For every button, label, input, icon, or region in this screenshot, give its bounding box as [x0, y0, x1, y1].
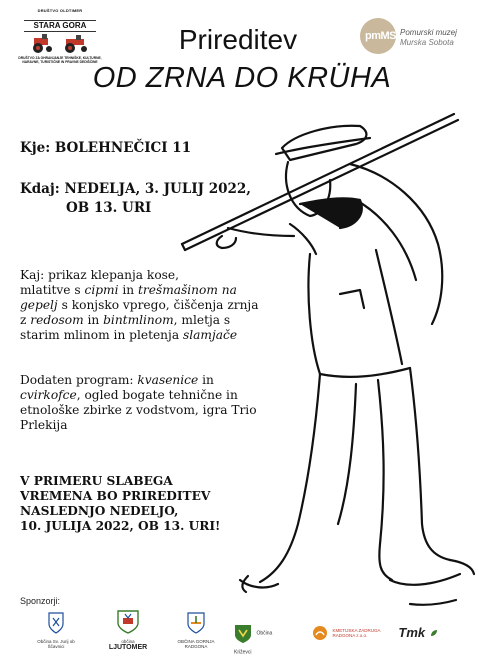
- event-name: OD ZRNA DO KRÜHA: [92, 62, 392, 94]
- event-time: OB 13. URI: [66, 200, 152, 216]
- sponsor-sv-jurij: [34, 612, 78, 649]
- extra-term: kvasenice: [137, 373, 199, 387]
- extra-program: [20, 373, 260, 433]
- museum-mark: pmMS: [365, 30, 396, 42]
- program-text: in: [118, 283, 138, 297]
- extra-text: Dodaten program:: [20, 373, 138, 387]
- tractor-icon: [24, 32, 96, 54]
- weather-notice: [20, 474, 260, 534]
- program-term: bintmlinom: [103, 313, 174, 327]
- sponsor-ljutomer: [106, 610, 150, 651]
- sponsor-kz-radgona: [312, 624, 382, 642]
- sponsor-gornja-radgona: [176, 612, 216, 649]
- extra-term: cvirkofce: [20, 388, 77, 402]
- coat-of-arms-icon: [234, 624, 252, 644]
- program-text: mlatitve s: [20, 283, 85, 297]
- program-description: [20, 268, 260, 343]
- weather-notice-line: VREMENA BO PRIREDITEV: [20, 489, 211, 503]
- weather-notice-line: NASLEDNJO NEDELJO,: [20, 504, 179, 518]
- sponsor-name: Tmk: [398, 625, 426, 640]
- event-location: Kje: BOLEHNEČICI 11: [20, 140, 192, 156]
- coat-of-arms-icon: [117, 610, 139, 634]
- sponsors-label: Sponzorji:: [20, 596, 61, 606]
- event-date: [20, 180, 251, 218]
- organizer-name: STARA GORA: [24, 20, 96, 32]
- museum-name: Pomurski muzej: [400, 28, 457, 37]
- sun-logo-icon: [312, 625, 328, 641]
- program-term: slamjače: [182, 328, 238, 342]
- leaf-icon: [430, 629, 438, 637]
- sponsor-name: Občina Križevci: [234, 630, 273, 656]
- program-text: , mletja s starim mlinom in pletenja: [20, 313, 231, 342]
- weather-notice-line: V PRIMERU SLABEGA: [20, 474, 173, 488]
- sponsor-name: Občina Sv. Jurij ob Ščavnici: [37, 639, 75, 649]
- organizer-logo: [18, 8, 102, 70]
- program-text: in: [83, 313, 104, 327]
- coat-of-arms-icon: [187, 612, 205, 634]
- sponsor-name: OBČINA GORNJA RADGONA: [177, 639, 215, 649]
- extra-text: , ogled bogate tehnične in etnološke zbirke z vodstvom, igra Trio Prlekija: [20, 388, 257, 432]
- organizer-top-text: DRUŠTVO OLDTIMER: [37, 8, 83, 13]
- weather-notice-line: 10. JULIJA 2022, OB 13. URI!: [20, 519, 221, 533]
- sponsor-name-small: občina: [121, 639, 135, 644]
- sponsor-krizevci: [234, 624, 290, 662]
- program-term: trešmašinom na gepelj: [20, 283, 237, 312]
- sponsor-tmk: [398, 624, 438, 642]
- program-term: cipmi: [84, 283, 119, 297]
- program-text: s konjsko vprego, čiščenja zrnja z: [20, 298, 259, 327]
- sponsor-name: KMETIJSKA ZADRUGA RADGONA z.o.o.: [332, 627, 381, 638]
- program-text: Kaj: prikaz klepanja kose,: [20, 268, 179, 282]
- program-term: redosom: [30, 313, 84, 327]
- museum-logo: [360, 16, 470, 58]
- organizer-subtitle: DRUŠTVO ZA OHRANJANJE TEHNIŠKE, KULTURNE, NARAVNE, TURISTIČNE IN PRAVNE DEDIŠČINE: [18, 56, 102, 64]
- extra-text: in: [198, 373, 214, 387]
- sponsor-name: LJUTOMER: [108, 644, 148, 651]
- poster-title: Prireditev: [178, 24, 298, 55]
- event-date-line1: Kdaj: NEDELJA, 3. JULIJ 2022,: [20, 181, 251, 197]
- coat-of-arms-icon: [48, 612, 64, 634]
- museum-city: Murska Sobota: [400, 38, 454, 47]
